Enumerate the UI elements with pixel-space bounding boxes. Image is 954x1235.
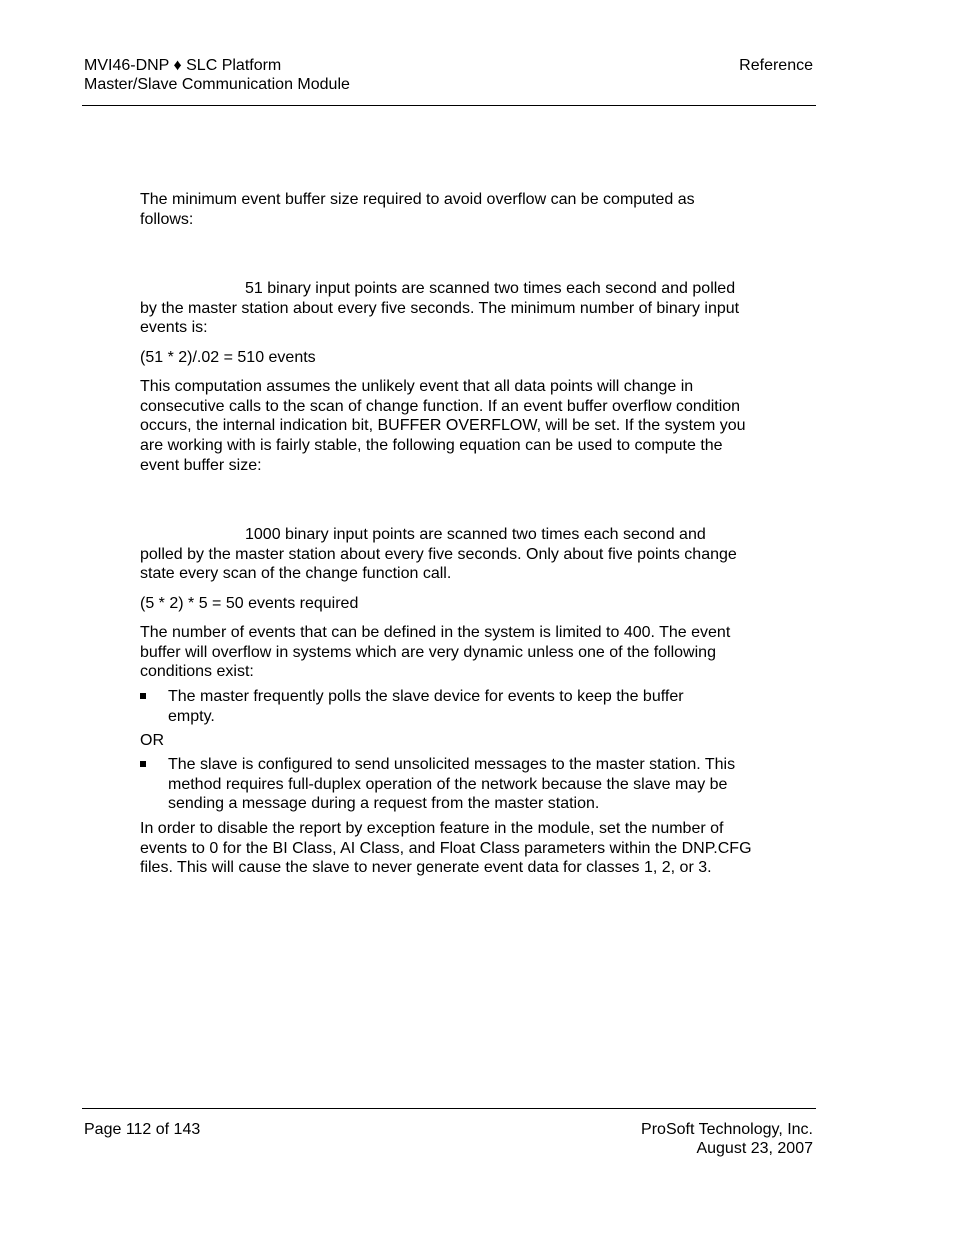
bullet-icon	[140, 761, 146, 767]
bullet-icon	[140, 693, 146, 699]
footer-company: ProSoft Technology, Inc.	[641, 1121, 813, 1138]
footer-divider	[82, 1108, 816, 1109]
or-text: OR	[140, 732, 164, 749]
header-section: Reference	[739, 57, 813, 74]
equation1: (51 * 2)/.02 = 510 events	[140, 349, 316, 366]
header-product: MVI46-DNP ♦ SLC Platform	[84, 57, 282, 74]
example2-paragraph: 1000 binary input points are scanned two times each second and polled by the master station about every five seconds. Only about five points change state every scan of the change function call.	[140, 526, 737, 583]
equation2: (5 * 2) * 5 = 50 events required	[140, 595, 359, 612]
intro-paragraph: The minimum event buffer size required to avoid overflow can be computed as follows:	[140, 191, 695, 228]
limit-note: The number of events that can be defined in the system is limited to 400. The event buffer will overflow in systems which are very dynamic unless one of the following conditions exist:	[140, 624, 731, 681]
header-module: Master/Slave Communication Module	[84, 76, 350, 93]
example1-paragraph: 51 binary input points are scanned two times each second and polled by the master station about every five seconds. The minimum number of binary input events is:	[140, 280, 740, 337]
disable-note: In order to disable the report by exception feature in the module, set the number of events to 0 for the BI Class, AI Class, and Float Class parameters within the DNP.CFG files. This will cause the slave to never generate event data for classes 1, 2, or 3.	[140, 820, 752, 877]
computation-note: This computation assumes the unlikely event that all data points will change in consecutive calls to the scan of change function. If an event buffer overflow condition occurs, the internal indication bit, BUFFER OVERFLOW, will be set. If the system you are working with is fairly stable, the following equation can be used to compute the event buffer size:	[140, 378, 746, 474]
bullet-text-2: The slave is configured to send unsolicited messages to the master station. This method requires full-duplex operation of the network because the slave may be sending a message during a request from the master station.	[168, 756, 736, 813]
footer-date: August 23, 2007	[696, 1140, 813, 1157]
page-number: Page 112 of 143	[84, 1121, 201, 1138]
header-title	[84, 56, 350, 94]
bullet-text-1: The master frequently polls the slave device for events to keep the buffer empty.	[168, 688, 684, 725]
footer-info	[641, 1120, 813, 1158]
header-divider	[82, 105, 816, 106]
